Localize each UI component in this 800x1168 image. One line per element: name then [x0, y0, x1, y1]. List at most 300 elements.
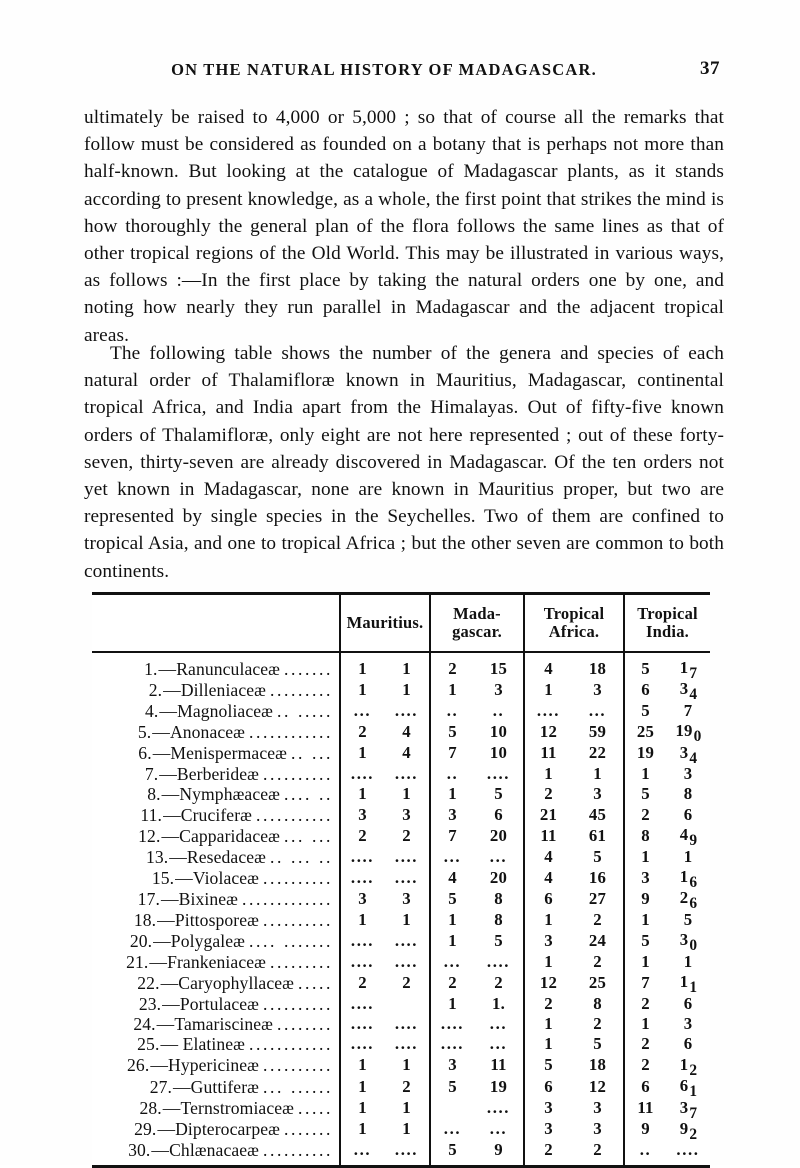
value-mauritius-species: 1 — [402, 658, 411, 678]
value-madagascar-genera: 1 — [430, 679, 474, 700]
value-india-genera: 25 — [624, 721, 666, 742]
value-africa-species: 1 — [593, 764, 602, 784]
order-number: 30. — [128, 1140, 151, 1161]
leader-dots: ........... — [256, 804, 333, 825]
value-africa-species: 2 — [593, 1140, 602, 1160]
value-india-species: 1 — [683, 846, 693, 866]
value-india-genera: 1 — [624, 952, 666, 972]
value-africa-genera: 3 — [524, 1098, 572, 1119]
page-number: 37 — [700, 58, 720, 79]
value-madagascar-genera: 7 — [430, 825, 474, 846]
value-india-species: 5 — [683, 909, 693, 929]
order-name-cell — [92, 1034, 340, 1054]
order-number: 5. — [137, 721, 152, 742]
leader-dots: ... ...... — [263, 1076, 333, 1097]
body-paragraph-1 — [84, 104, 724, 349]
value-mauritius-genera: 1 — [340, 1076, 384, 1097]
value-madagascar-genera: 1 — [430, 994, 474, 1014]
table-row — [92, 1034, 710, 1054]
table-row — [92, 825, 710, 846]
value-mauritius-genera — [340, 764, 384, 784]
value-mauritius-species: 1 — [402, 784, 411, 804]
order-name-cell — [92, 652, 340, 679]
value-india-genera: 6 — [624, 1076, 666, 1097]
order-number: 1. — [144, 658, 158, 679]
leader-dots: ..... — [298, 972, 333, 993]
order-label: —Nymphæaceæ — [161, 784, 280, 805]
no-data-dots: ... — [489, 1013, 508, 1033]
value-india-species: 190 — [675, 721, 702, 746]
value-africa-genera: 5 — [524, 1055, 572, 1076]
value-africa-genera: 2 — [524, 784, 572, 804]
value-africa-genera: 1 — [524, 1034, 572, 1054]
value-madagascar-genera — [430, 1098, 474, 1119]
value-africa-species: 18 — [588, 1055, 607, 1075]
running-head-title: ON THE NATURAL HISTORY OF MADAGASCAR. — [171, 60, 597, 79]
order-name-cell — [92, 1076, 340, 1097]
leader-dots: .. ... — [291, 743, 333, 764]
value-india-genera: 2 — [624, 805, 666, 825]
value-madagascar-species — [474, 1014, 524, 1034]
value-africa-species: 3 — [593, 784, 602, 804]
value-india-species: 12 — [679, 1054, 698, 1079]
no-data-dots: .... — [350, 867, 375, 887]
no-data-dots: .... — [394, 700, 419, 720]
value-madagascar-species: 20 — [489, 867, 508, 887]
order-label: —Ternstromiaceæ — [162, 1098, 294, 1119]
value-africa-species: 22 — [588, 743, 607, 763]
order-name-cell — [92, 721, 340, 742]
value-mauritius-species: 1 — [402, 1098, 411, 1118]
value-mauritius-species — [384, 994, 430, 1014]
no-data-dots: .... — [486, 764, 511, 784]
value-africa-genera: 4 — [524, 652, 572, 679]
value-mauritius-species — [384, 847, 430, 867]
value-india-genera: 1 — [624, 910, 666, 930]
value-india-species: 8 — [683, 784, 693, 804]
value-madagascar-genera — [430, 764, 474, 784]
value-mauritius-genera — [340, 952, 384, 972]
value-india-species: 30 — [679, 930, 698, 955]
no-data-dots: ... — [489, 846, 508, 866]
order-name-cell — [92, 867, 340, 888]
value-madagascar-genera: 5 — [430, 1076, 474, 1097]
order-label: —Cruciferæ — [163, 804, 253, 825]
value-mauritius-species — [384, 867, 430, 888]
leader-dots: ....... — [284, 1119, 333, 1140]
value-mauritius-genera — [340, 930, 384, 951]
value-africa-species: 3 — [593, 1119, 602, 1139]
value-africa-species: 2 — [593, 909, 602, 929]
value-india-species: 34 — [679, 742, 698, 767]
no-data-dots: ... — [443, 951, 462, 971]
value-madagascar-genera: 5 — [430, 1140, 474, 1164]
value-africa-species: 24 — [588, 930, 607, 950]
value-mauritius-species — [384, 701, 430, 721]
value-africa-genera: 6 — [524, 888, 572, 909]
table-row — [92, 1140, 710, 1164]
value-mauritius-genera: 1 — [340, 743, 384, 764]
value-madagascar-species: 3 — [494, 679, 503, 699]
value-africa-genera: 11 — [524, 825, 572, 846]
leader-dots: .......... — [263, 867, 333, 888]
order-label: —Polygaleæ — [153, 930, 246, 951]
order-number: 26. — [127, 1055, 150, 1076]
value-india-genera: 5 — [624, 701, 666, 721]
value-mauritius-genera — [340, 994, 384, 1014]
value-madagascar-species — [474, 1119, 524, 1140]
paragraph-text: The following table shows the number of the genera and species of each natural order of Thalamifloræ known in Mauritius, Madagascar, continental tropical Africa, and India apart from the Himalayas. Out of fifty-five known orders of Thalamifloræ, only eight are not here represented ; out of these forty-seven, thirty-seven are already discovered in Madagascar. Of the ten orders not yet known in Madagascar, none are known in Mauritius proper, but two are represented by single species in the Seychelles. Two of them are confined to tropical Asia, and one to tropical Africa ; but the other seven are common to both continents. — [84, 343, 724, 582]
table-row — [92, 1119, 710, 1140]
value-africa-species: 5 — [593, 1034, 602, 1054]
order-number: 13. — [145, 846, 169, 867]
leader-dots: .......... — [263, 1140, 333, 1161]
leader-dots: ........ — [277, 1013, 333, 1034]
value-mauritius-genera — [340, 1140, 384, 1164]
table-row — [92, 1014, 710, 1034]
value-africa-genera: 6 — [524, 1076, 572, 1097]
value-india-genera: 5 — [624, 930, 666, 951]
value-mauritius-genera: 2 — [340, 721, 384, 742]
table-row — [92, 743, 710, 764]
value-africa-species: 3 — [593, 679, 602, 699]
header-madagascar: Mada- gascar. — [430, 595, 524, 652]
value-africa-genera: 3 — [524, 1119, 572, 1140]
no-data-dots: .... — [350, 764, 375, 784]
order-number: 15. — [151, 867, 175, 888]
order-name-cell — [92, 1140, 340, 1164]
leader-dots: .......... — [263, 1055, 333, 1076]
no-data-dots: ... — [489, 1034, 508, 1054]
value-mauritius-species: 2 — [402, 972, 411, 992]
value-madagascar-species — [474, 1098, 524, 1119]
no-data-dots: .... — [676, 1140, 700, 1160]
order-name-cell — [92, 1055, 340, 1076]
table-row — [92, 679, 710, 700]
value-africa-genera: 1 — [524, 764, 572, 784]
table-row — [92, 1076, 710, 1097]
order-label: —Resedaceæ — [169, 846, 266, 867]
value-india-species: 37 — [679, 1097, 698, 1122]
leader-dots: .. ..... — [277, 700, 333, 721]
value-india-genera: 19 — [624, 743, 666, 764]
value-africa-genera — [524, 701, 572, 721]
value-africa-species: 27 — [588, 888, 607, 908]
value-mauritius-genera: 1 — [340, 679, 384, 700]
table-row — [92, 930, 710, 951]
table-row — [92, 910, 710, 930]
order-number: 21. — [126, 951, 149, 972]
value-mauritius-species: 1 — [402, 909, 411, 929]
value-mauritius-species: 2 — [402, 1076, 411, 1096]
no-data-dots: .... — [394, 764, 419, 784]
value-madagascar-species — [474, 764, 524, 784]
no-data-dots: .... — [394, 951, 419, 971]
table-row — [92, 952, 710, 972]
value-india-genera: 2 — [624, 1034, 666, 1054]
value-madagascar-genera: 3 — [430, 1055, 474, 1076]
order-name-cell — [92, 847, 340, 867]
value-india-species: 26 — [679, 888, 698, 913]
value-africa-genera: 4 — [524, 847, 572, 867]
value-madagascar-species: 19 — [489, 1076, 508, 1096]
no-data-dots: .. — [446, 700, 459, 720]
value-mauritius-genera: 1 — [340, 1098, 384, 1119]
value-madagascar-genera — [430, 701, 474, 721]
value-madagascar-species: 5 — [494, 784, 503, 804]
leader-dots: ... ... — [284, 825, 333, 846]
value-africa-genera: 4 — [524, 867, 572, 888]
value-india-genera: 5 — [624, 784, 666, 804]
order-name-cell — [92, 743, 340, 764]
order-label: —Menispermaceæ — [152, 743, 287, 764]
value-india-genera: 9 — [624, 888, 666, 909]
value-mauritius-species: 3 — [402, 804, 411, 824]
order-name-cell — [92, 910, 340, 930]
order-number: 8. — [147, 784, 161, 805]
value-mauritius-species — [384, 930, 430, 951]
table-row — [92, 994, 710, 1014]
order-label: —Guttiferæ — [172, 1076, 260, 1097]
table-row — [92, 652, 710, 679]
no-data-dots: .... — [394, 846, 419, 866]
value-madagascar-genera: 1 — [430, 910, 474, 930]
value-india-species: 7 — [683, 700, 693, 720]
order-label: —Hypericineæ — [150, 1055, 260, 1076]
header-order-column — [92, 595, 340, 652]
value-mauritius-genera: 2 — [340, 825, 384, 846]
value-mauritius-species: 1 — [402, 1119, 411, 1139]
value-mauritius-genera — [340, 867, 384, 888]
value-madagascar-genera: 3 — [430, 805, 474, 825]
order-number: 29. — [134, 1119, 157, 1140]
order-name-cell — [92, 952, 340, 972]
order-label: —Violaceæ — [175, 867, 260, 888]
value-madagascar-species: 1. — [492, 993, 505, 1013]
order-label: —Ranunculaceæ — [158, 658, 280, 679]
order-name-cell — [92, 994, 340, 1014]
value-mauritius-genera: 1 — [340, 1119, 384, 1140]
value-mauritius-species: 1 — [402, 679, 411, 699]
order-name-cell — [92, 805, 340, 825]
no-data-dots: .. — [639, 1140, 652, 1160]
value-mauritius-species — [384, 952, 430, 972]
value-india-species: 6 — [683, 993, 693, 1013]
value-madagascar-species — [474, 952, 524, 972]
value-africa-species: 18 — [588, 658, 607, 678]
thalamiflorae-table — [92, 595, 710, 1165]
value-madagascar-genera — [430, 847, 474, 867]
no-data-dots: .... — [394, 1034, 419, 1054]
no-data-dots: .... — [394, 867, 419, 887]
value-madagascar-species — [474, 1034, 524, 1054]
no-data-dots: .... — [440, 1034, 465, 1054]
value-madagascar-species: 2 — [494, 972, 503, 992]
value-madagascar-genera: 1 — [430, 784, 474, 804]
value-india-genera: 1 — [624, 1014, 666, 1034]
value-madagascar-species: 8 — [494, 909, 503, 929]
value-mauritius-genera: 1 — [340, 784, 384, 804]
order-name-cell — [92, 825, 340, 846]
value-mauritius-species — [384, 1140, 430, 1164]
order-name-cell — [92, 1119, 340, 1140]
value-india-species: 16 — [679, 867, 698, 892]
table-header-row — [92, 595, 710, 652]
order-label: —Dipterocarpeæ — [157, 1119, 280, 1140]
header-mauritius: Mauritius. — [340, 595, 430, 652]
value-india-genera: 5 — [624, 652, 666, 679]
no-data-dots: ... — [353, 1140, 372, 1160]
order-label: —Frankeniaceæ — [149, 951, 266, 972]
value-madagascar-species: 6 — [494, 804, 503, 824]
value-madagascar-species: 11 — [490, 1055, 507, 1075]
order-label: —Pittosporeæ — [157, 909, 260, 930]
value-india-genera: 3 — [624, 867, 666, 888]
value-africa-species: 12 — [588, 1076, 607, 1096]
order-name-cell — [92, 784, 340, 804]
value-africa-species: 59 — [588, 721, 607, 741]
table-row — [92, 1098, 710, 1119]
leader-dots: ....... — [284, 658, 333, 679]
table-row — [92, 701, 710, 721]
value-madagascar-species: 15 — [489, 658, 508, 678]
value-mauritius-species: 4 — [402, 721, 411, 741]
value-india-species: 3 — [683, 764, 693, 784]
value-madagascar-genera — [430, 952, 474, 972]
value-mauritius-genera — [340, 847, 384, 867]
value-africa-species: 25 — [588, 972, 607, 992]
leader-dots: ......... — [270, 951, 333, 972]
body-paragraph-2 — [84, 340, 724, 585]
value-mauritius-genera: 1 — [340, 1055, 384, 1076]
no-data-dots: .... — [394, 1013, 419, 1033]
value-africa-species: 2 — [593, 1013, 602, 1033]
value-africa-species: 61 — [588, 825, 607, 845]
value-india-genera: 1 — [624, 764, 666, 784]
order-number: 24. — [133, 1013, 156, 1034]
value-madagascar-species: 20 — [489, 825, 508, 845]
value-india-species: 6 — [683, 804, 693, 824]
value-africa-genera: 1 — [524, 679, 572, 700]
order-label: —Capparidaceæ — [161, 825, 280, 846]
table-row — [92, 805, 710, 825]
value-india-genera: 11 — [624, 1098, 666, 1119]
order-number: 17. — [137, 888, 160, 909]
no-data-dots: ... — [588, 700, 607, 720]
no-data-dots: .... — [394, 930, 419, 950]
order-number: 11. — [140, 804, 163, 825]
no-data-dots: .... — [350, 930, 375, 950]
paragraph-text: ultimately be raised to 4,000 or 5,000 ; so that of course all the remarks that follow must be considered as founded on a botany that is perhaps not more than half-known. But looking at the catalogue of Madagascar plants, as it stands according to present knowledge, as a whole, the first point that strikes the mind is how thoroughly the general plan of the flora follows the same lines as that of other tropical regions of the Old World. This may be illustrated in various ways, as follows :—In the first place by taking the natural orders one by one, and noting how nearly they run parallel in Madagascar and the adjacent tropical areas. — [84, 107, 724, 346]
value-africa-species: 5 — [593, 846, 602, 866]
value-mauritius-species — [384, 1014, 430, 1034]
table-row — [92, 1055, 710, 1076]
leader-dots: .... ....... — [249, 930, 333, 951]
value-madagascar-species: 10 — [489, 743, 508, 763]
value-mauritius-species: 2 — [402, 825, 411, 845]
value-india-species — [666, 1140, 710, 1164]
header-tropical-india: Tropical India. — [624, 595, 710, 652]
value-madagascar-genera: 5 — [430, 888, 474, 909]
value-africa-genera: 12 — [524, 721, 572, 742]
value-india-genera: 2 — [624, 1055, 666, 1076]
order-label: —Caryophyllaceæ — [160, 972, 294, 993]
order-number: 22. — [137, 972, 160, 993]
order-number: 2. — [148, 679, 163, 700]
no-data-dots: ... — [443, 846, 462, 866]
order-number: 20. — [129, 930, 153, 951]
running-head — [84, 60, 720, 86]
order-name-cell — [92, 764, 340, 784]
value-india-genera: 2 — [624, 994, 666, 1014]
value-madagascar-genera — [430, 1119, 474, 1140]
no-data-dots: .... — [536, 700, 561, 720]
value-india-genera: 6 — [624, 679, 666, 700]
table-row — [92, 888, 710, 909]
value-mauritius-species: 1 — [402, 1055, 411, 1075]
order-label: —Dilleniaceæ — [163, 679, 266, 700]
value-madagascar-genera — [430, 1034, 474, 1054]
no-data-dots: ... — [489, 1119, 508, 1139]
value-india-genera: 1 — [624, 847, 666, 867]
no-data-dots: .. — [492, 700, 505, 720]
value-india-species: 92 — [679, 1118, 698, 1143]
value-india-species: 3 — [683, 1013, 693, 1033]
value-madagascar-species — [474, 847, 524, 867]
order-label: —Portulaceæ — [162, 993, 260, 1014]
no-data-dots: .... — [350, 1013, 375, 1033]
table-row — [92, 972, 710, 993]
value-mauritius-genera — [340, 1034, 384, 1054]
leader-dots: ............ — [249, 721, 333, 742]
value-madagascar-genera: 2 — [430, 652, 474, 679]
order-number: 7. — [144, 764, 159, 785]
value-africa-genera: 12 — [524, 972, 572, 993]
no-data-dots: .... — [486, 1098, 511, 1118]
table-row — [92, 847, 710, 867]
value-madagascar-genera: 2 — [430, 972, 474, 993]
order-label: — Elatineæ — [160, 1034, 246, 1055]
value-india-species: 17 — [679, 658, 698, 682]
order-name-cell — [92, 888, 340, 909]
no-data-dots: .... — [486, 951, 511, 971]
no-data-dots: ... — [443, 1119, 462, 1139]
value-africa-species: 16 — [588, 867, 607, 887]
value-madagascar-genera: 5 — [430, 721, 474, 742]
order-number: 12. — [138, 825, 161, 846]
value-africa-genera: 21 — [524, 805, 572, 825]
order-name-cell — [92, 1014, 340, 1034]
value-madagascar-species: 9 — [494, 1140, 503, 1160]
value-india-species: 34 — [679, 679, 698, 704]
value-mauritius-genera — [340, 701, 384, 721]
no-data-dots: .... — [350, 951, 375, 971]
order-name-cell — [92, 930, 340, 951]
value-india-genera: 7 — [624, 972, 666, 993]
value-mauritius-species: 4 — [402, 743, 411, 763]
value-india-species: 6 — [683, 1034, 693, 1054]
value-india-species: 61 — [679, 1076, 698, 1101]
value-india-species: 49 — [679, 825, 698, 850]
value-africa-species: 8 — [593, 993, 602, 1013]
order-name-cell — [92, 972, 340, 993]
leader-dots: ......... — [270, 679, 333, 700]
value-india-genera — [624, 1140, 666, 1164]
no-data-dots: .... — [440, 1013, 465, 1033]
table-body — [92, 652, 710, 1165]
value-africa-species: 2 — [593, 951, 602, 971]
value-africa-genera: 3 — [524, 930, 572, 951]
